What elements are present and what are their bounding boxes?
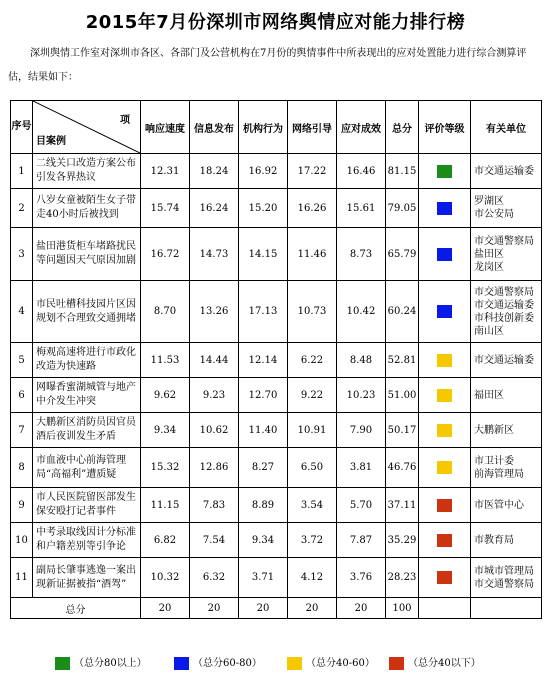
table-row <box>11 343 542 378</box>
row-total: 51.00 <box>386 378 419 413</box>
row-unit: 罗湖区 市公安局 <box>471 189 542 228</box>
grade-swatch <box>437 165 452 178</box>
grade-swatch <box>437 534 452 547</box>
row-guide: 17.22 <box>288 154 337 189</box>
row-speed: 12.31 <box>141 154 190 189</box>
row-unit: 大鹏新区 <box>471 413 542 448</box>
row-guide: 11.46 <box>288 228 337 281</box>
row-info: 14.44 <box>190 343 239 378</box>
row-unit: 市交通警察局 盐田区 龙岗区 <box>471 228 542 281</box>
row-behavior: 15.20 <box>239 189 288 228</box>
row-behavior: 9.34 <box>239 523 288 558</box>
total-behavior: 20 <box>239 598 288 619</box>
row-event: 市人民医院留医部发生保安殴打记者事件 <box>33 488 141 523</box>
row-effect: 7.87 <box>337 523 386 558</box>
row-unit: 市城市管理局 市交通警察局 <box>471 558 542 598</box>
total-label: 总分 <box>11 598 141 619</box>
row-event: 盐田港货柜车堵路扰民等问题因天气原因加剧 <box>33 228 141 281</box>
row-behavior: 17.13 <box>239 281 288 343</box>
row-total: 81.15 <box>386 154 419 189</box>
table-row <box>11 488 542 523</box>
row-total: 28.23 <box>386 558 419 598</box>
table-row <box>11 154 542 189</box>
row-event: 副局长肇事逃逸一案出现新证据被指“酒驾” <box>33 558 141 598</box>
row-effect: 7.90 <box>337 413 386 448</box>
legend-swatch <box>287 657 302 670</box>
total-effect: 20 <box>337 598 386 619</box>
total-info: 20 <box>190 598 239 619</box>
row-speed: 6.82 <box>141 523 190 558</box>
row-speed: 9.34 <box>141 413 190 448</box>
table-row <box>11 413 542 448</box>
row-seq: 9 <box>11 488 33 523</box>
row-speed: 9.62 <box>141 378 190 413</box>
row-grade <box>419 154 471 189</box>
row-event: 八岁女童被陌生女子带走40小时后被找到 <box>33 189 141 228</box>
row-speed: 11.15 <box>141 488 190 523</box>
row-behavior: 3.71 <box>239 558 288 598</box>
row-speed: 8.70 <box>141 281 190 343</box>
row-unit: 市交通运输委 <box>471 343 542 378</box>
header-effect: 应对成效 <box>337 101 386 154</box>
row-unit: 市医管中心 <box>471 488 542 523</box>
row-behavior: 14.15 <box>239 228 288 281</box>
total-unit <box>471 598 542 619</box>
row-speed: 10.32 <box>141 558 190 598</box>
grade-swatch <box>437 354 452 367</box>
page-title: 2015年7月份深圳市网络舆情应对能力排行榜 <box>85 12 466 33</box>
row-guide: 6.50 <box>288 448 337 488</box>
row-info: 13.26 <box>190 281 239 343</box>
row-seq: 3 <box>11 228 33 281</box>
table-row <box>11 448 542 488</box>
row-effect: 8.48 <box>337 343 386 378</box>
row-seq: 1 <box>11 154 33 189</box>
legend-swatch <box>55 657 70 670</box>
row-total: 52.81 <box>386 343 419 378</box>
legend-label: （总分80以上） <box>74 658 147 669</box>
row-unit: 市卫计委 前海管理局 <box>471 448 542 488</box>
total-row <box>11 598 542 619</box>
row-behavior: 11.40 <box>239 413 288 448</box>
header-seq: 序号 <box>11 101 33 154</box>
row-guide: 3.72 <box>288 523 337 558</box>
row-seq: 10 <box>11 523 33 558</box>
table-row <box>11 378 542 413</box>
header-item: 项 <box>120 115 130 126</box>
row-event: 市血液中心前海管理局“高福利”遭质疑 <box>33 448 141 488</box>
header-behavior: 机构行为 <box>239 101 288 154</box>
grade-swatch <box>437 571 452 584</box>
row-speed: 11.53 <box>141 343 190 378</box>
table-row <box>11 523 542 558</box>
row-total: 50.17 <box>386 413 419 448</box>
row-guide: 3.54 <box>288 488 337 523</box>
row-unit: 市交通运输委 <box>471 154 542 189</box>
row-total: 37.11 <box>386 488 419 523</box>
row-unit: 市交通警察局 市交通运输委 市科技创新委 南山区 <box>471 281 542 343</box>
total-total: 100 <box>386 598 419 619</box>
row-event: 网曝香蜜湖城管与地产中介发生冲突 <box>33 378 141 413</box>
row-info: 18.24 <box>190 154 239 189</box>
table-row <box>11 189 542 228</box>
row-guide: 10.91 <box>288 413 337 448</box>
row-grade <box>419 189 471 228</box>
row-seq: 2 <box>11 189 33 228</box>
header-speed: 响应速度 <box>141 101 190 154</box>
row-grade <box>419 343 471 378</box>
row-event: 中考录取线因计分标准和户籍差别等引争论 <box>33 523 141 558</box>
row-effect: 3.76 <box>337 558 386 598</box>
row-effect: 8.73 <box>337 228 386 281</box>
header-guide: 网络引导 <box>288 101 337 154</box>
row-info: 10.62 <box>190 413 239 448</box>
row-total: 46.76 <box>386 448 419 488</box>
header-total: 总分 <box>386 101 419 154</box>
row-total: 79.05 <box>386 189 419 228</box>
row-speed: 15.74 <box>141 189 190 228</box>
header-info: 信息发布 <box>190 101 239 154</box>
table-row <box>11 228 542 281</box>
grade-swatch <box>437 248 452 261</box>
total-grade <box>419 598 471 619</box>
grade-swatch <box>437 499 452 512</box>
row-effect: 10.23 <box>337 378 386 413</box>
legend-swatch <box>174 657 189 670</box>
row-unit: 福田区 <box>471 378 542 413</box>
grade-swatch <box>437 389 452 402</box>
row-behavior: 8.27 <box>239 448 288 488</box>
row-total: 60.24 <box>386 281 419 343</box>
legend-label: （总分40-60） <box>306 658 375 669</box>
row-guide: 4.12 <box>288 558 337 598</box>
grade-swatch <box>437 305 452 318</box>
total-speed: 20 <box>141 598 190 619</box>
row-effect: 16.46 <box>337 154 386 189</box>
row-grade <box>419 378 471 413</box>
row-guide: 16.26 <box>288 189 337 228</box>
row-seq: 11 <box>11 558 33 598</box>
row-guide: 6.22 <box>288 343 337 378</box>
header-row <box>11 101 542 154</box>
table-row <box>11 281 542 343</box>
table-row <box>11 558 542 598</box>
header-grade: 评价等级 <box>419 101 471 154</box>
row-behavior: 12.14 <box>239 343 288 378</box>
row-effect: 15.61 <box>337 189 386 228</box>
row-info: 7.54 <box>190 523 239 558</box>
grade-swatch <box>437 202 452 215</box>
header-event: 目案例 <box>36 136 66 147</box>
row-guide: 9.22 <box>288 378 337 413</box>
row-info: 9.23 <box>190 378 239 413</box>
header-unit: 有关单位 <box>471 101 542 154</box>
row-behavior: 12.70 <box>239 378 288 413</box>
row-grade <box>419 281 471 343</box>
header-item-event <box>33 101 141 154</box>
row-behavior: 16.92 <box>239 154 288 189</box>
legend-item <box>174 654 262 670</box>
grade-swatch <box>437 424 452 437</box>
row-info: 12.86 <box>190 448 239 488</box>
row-info: 7.83 <box>190 488 239 523</box>
row-event: 市民吐槽科技园片区因规划不合理致交通拥堵 <box>33 281 141 343</box>
table-body <box>11 154 542 598</box>
row-event: 梅观高速将进行市政化改造为快速路 <box>33 343 141 378</box>
row-grade <box>419 448 471 488</box>
row-seq: 4 <box>11 281 33 343</box>
row-total: 65.79 <box>386 228 419 281</box>
row-seq: 8 <box>11 448 33 488</box>
row-total: 35.29 <box>386 523 419 558</box>
total-guide: 20 <box>288 598 337 619</box>
legend-item <box>389 654 481 670</box>
legend-item <box>287 654 375 670</box>
row-event: 大鹏新区消防员因官员酒后夜训发生矛盾 <box>33 413 141 448</box>
ranking-table <box>10 100 542 619</box>
row-behavior: 8.89 <box>239 488 288 523</box>
row-info: 6.32 <box>190 558 239 598</box>
grade-swatch <box>437 461 452 474</box>
row-speed: 15.32 <box>141 448 190 488</box>
intro-text: 深圳舆情工作室对深圳市各区、各部门及公营机构在7月份的舆情事件中所表现出的应对处置能力进行综合测算评估，结果如下： <box>8 48 527 83</box>
legend-swatch <box>389 657 404 670</box>
row-effect: 3.81 <box>337 448 386 488</box>
row-seq: 7 <box>11 413 33 448</box>
row-grade <box>419 413 471 448</box>
legend-item <box>55 654 147 670</box>
row-seq: 6 <box>11 378 33 413</box>
row-effect: 10.42 <box>337 281 386 343</box>
intro-paragraph <box>8 42 544 90</box>
legend-label: （总分40以下） <box>408 658 481 669</box>
row-seq: 5 <box>11 343 33 378</box>
row-grade <box>419 523 471 558</box>
row-effect: 5.70 <box>337 488 386 523</box>
legend <box>0 654 551 670</box>
row-unit: 市教育局 <box>471 523 542 558</box>
row-speed: 16.72 <box>141 228 190 281</box>
row-guide: 10.73 <box>288 281 337 343</box>
row-grade <box>419 488 471 523</box>
row-event: 二线关口改造方案公布引发各界热议 <box>33 154 141 189</box>
row-grade <box>419 228 471 281</box>
legend-label: （总分60-80） <box>193 658 262 669</box>
row-info: 16.24 <box>190 189 239 228</box>
row-info: 14.73 <box>190 228 239 281</box>
row-grade <box>419 558 471 598</box>
